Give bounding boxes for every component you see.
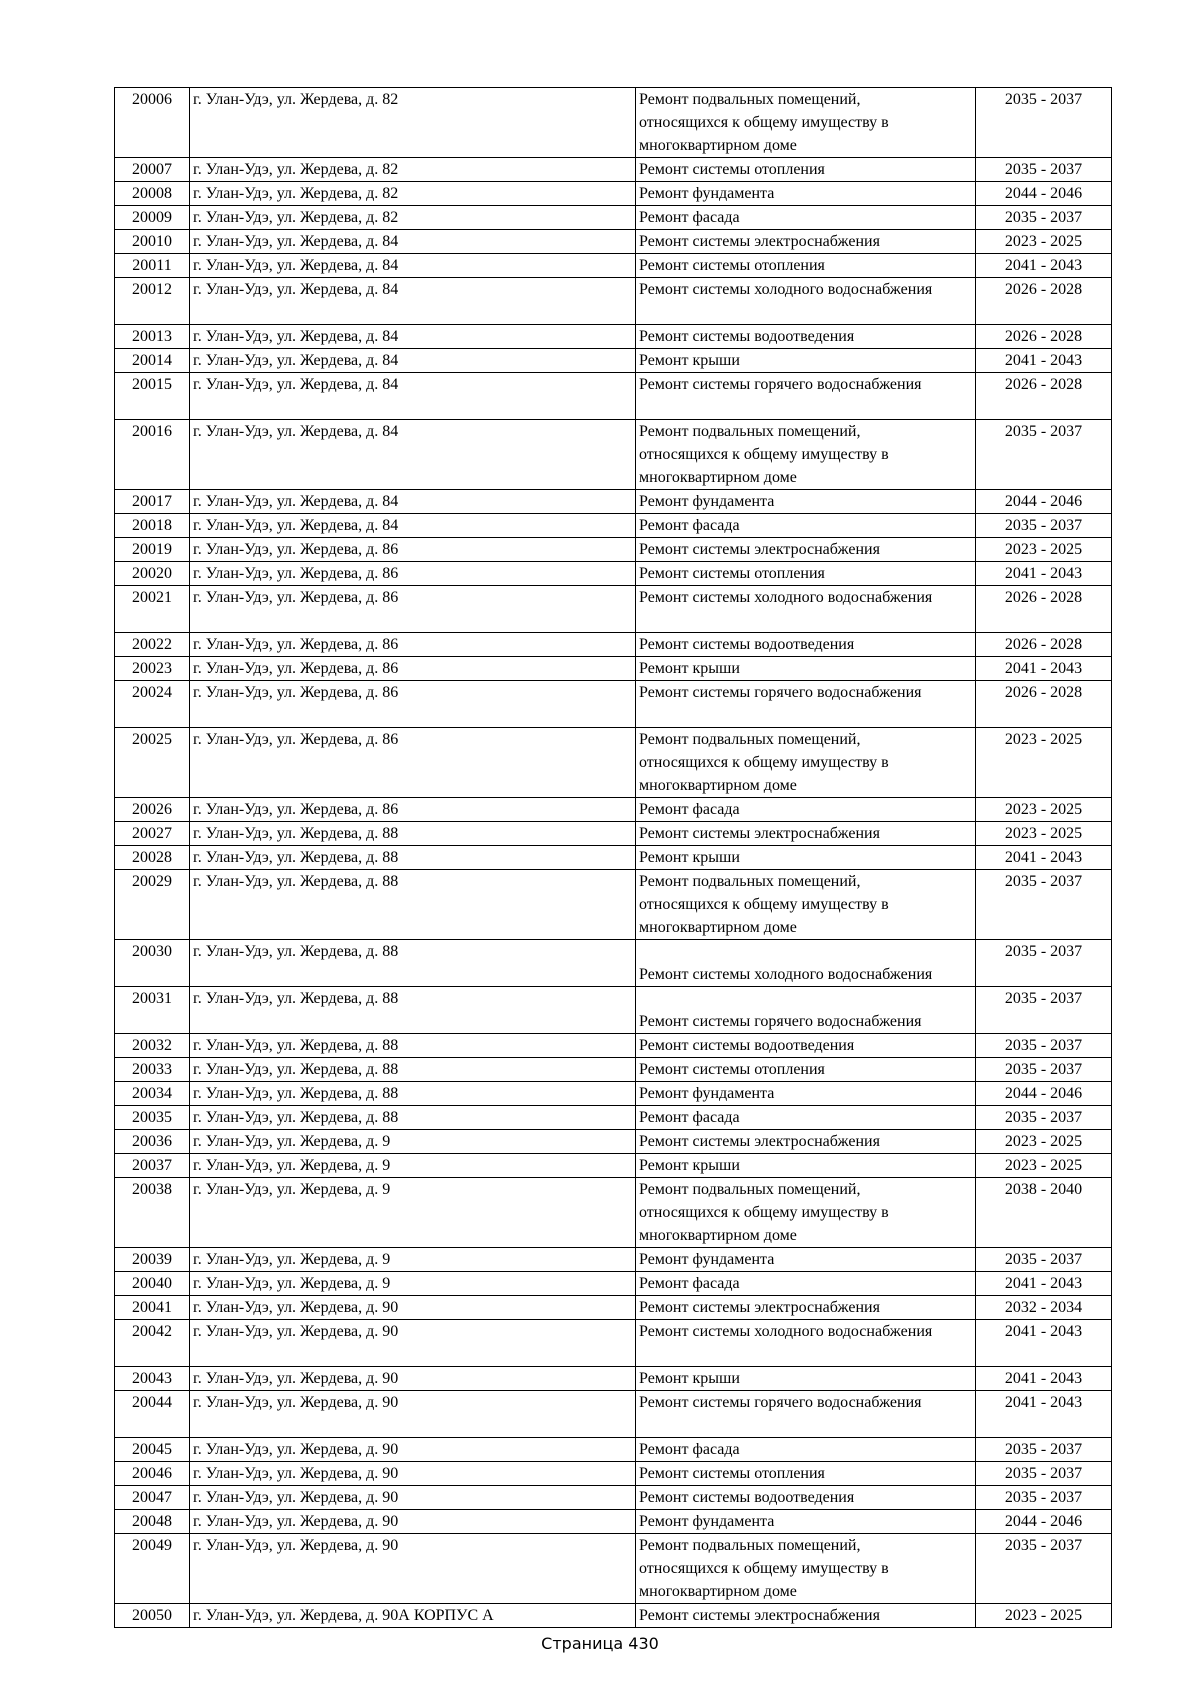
address-cell: г. Улан-Удэ, ул. Жердева, д. 86 [190, 538, 636, 562]
row-number-cell: 20025 [115, 728, 190, 798]
row-number-cell: 20018 [115, 514, 190, 538]
row-number-cell: 20008 [115, 182, 190, 206]
work-type-cell: Ремонт подвальных помещений, относящихся к общему имуществу в многоквартирном доме [636, 1534, 976, 1604]
table-body [115, 88, 1112, 1628]
row-number-cell: 20041 [115, 1296, 190, 1320]
period-cell: 2041 - 2043 [976, 562, 1112, 586]
table-row [115, 1367, 1112, 1391]
row-number-cell: 20035 [115, 1106, 190, 1130]
table-row [115, 1438, 1112, 1462]
row-number-cell: 20039 [115, 1248, 190, 1272]
table-row [115, 1106, 1112, 1130]
page-number: Страница 430 [541, 1634, 659, 1653]
table-row [115, 681, 1112, 728]
work-type-cell: Ремонт крыши [636, 846, 976, 870]
address-cell: г. Улан-Удэ, ул. Жердева, д. 9 [190, 1154, 636, 1178]
table-row [115, 1462, 1112, 1486]
table-row [115, 182, 1112, 206]
period-cell: 2026 - 2028 [976, 633, 1112, 657]
row-number-cell: 20033 [115, 1058, 190, 1082]
address-cell: г. Улан-Удэ, ул. Жердева, д. 90 [190, 1320, 636, 1367]
address-cell: г. Улан-Удэ, ул. Жердева, д. 90А КОРПУС А [190, 1604, 636, 1628]
work-type-cell: Ремонт подвальных помещений, относящихся к общему имуществу в многоквартирном доме [636, 88, 976, 158]
address-cell: г. Улан-Удэ, ул. Жердева, д. 86 [190, 633, 636, 657]
period-cell: 2026 - 2028 [976, 373, 1112, 420]
address-cell: г. Улан-Удэ, ул. Жердева, д. 90 [190, 1367, 636, 1391]
row-number-cell: 20014 [115, 349, 190, 373]
work-type-cell: Ремонт фасада [636, 1272, 976, 1296]
row-number-cell: 20021 [115, 586, 190, 633]
address-cell: г. Улан-Удэ, ул. Жердева, д. 86 [190, 657, 636, 681]
table-row [115, 987, 1112, 1034]
row-number-cell: 20037 [115, 1154, 190, 1178]
address-cell: г. Улан-Удэ, ул. Жердева, д. 84 [190, 373, 636, 420]
row-number-cell: 20044 [115, 1391, 190, 1438]
address-cell: г. Улан-Удэ, ул. Жердева, д. 9 [190, 1248, 636, 1272]
work-type-cell: Ремонт фундамента [636, 182, 976, 206]
work-type-cell: Ремонт системы электроснабжения [636, 1130, 976, 1154]
repair-schedule-table [114, 87, 1112, 1628]
period-cell: 2023 - 2025 [976, 1604, 1112, 1628]
row-number-cell: 20045 [115, 1438, 190, 1462]
work-type-cell: Ремонт фундамента [636, 490, 976, 514]
period-cell: 2035 - 2037 [976, 1034, 1112, 1058]
address-cell: г. Улан-Удэ, ул. Жердева, д. 88 [190, 870, 636, 940]
period-cell: 2035 - 2037 [976, 206, 1112, 230]
table-row [115, 88, 1112, 158]
address-cell: г. Улан-Удэ, ул. Жердева, д. 88 [190, 987, 636, 1034]
table-row [115, 822, 1112, 846]
row-number-cell: 20012 [115, 278, 190, 325]
period-cell: 2044 - 2046 [976, 1510, 1112, 1534]
work-type-cell: Ремонт фасада [636, 798, 976, 822]
address-cell: г. Улан-Удэ, ул. Жердева, д. 88 [190, 846, 636, 870]
table-row [115, 373, 1112, 420]
table-row [115, 254, 1112, 278]
work-type-cell: Ремонт крыши [636, 1154, 976, 1178]
row-number-cell: 20030 [115, 940, 190, 987]
address-cell: г. Улан-Удэ, ул. Жердева, д. 90 [190, 1391, 636, 1438]
work-type-cell: Ремонт системы водоотведения [636, 325, 976, 349]
period-cell: 2023 - 2025 [976, 728, 1112, 798]
table-row [115, 158, 1112, 182]
address-cell: г. Улан-Удэ, ул. Жердева, д. 86 [190, 728, 636, 798]
row-number-cell: 20031 [115, 987, 190, 1034]
row-number-cell: 20022 [115, 633, 190, 657]
work-type-cell: Ремонт системы горячего водоснабжения [636, 1391, 976, 1438]
work-type-cell: Ремонт подвальных помещений, относящихся к общему имуществу в многоквартирном доме [636, 420, 976, 490]
row-number-cell: 20046 [115, 1462, 190, 1486]
period-cell: 2038 - 2040 [976, 1178, 1112, 1248]
row-number-cell: 20013 [115, 325, 190, 349]
period-cell: 2032 - 2034 [976, 1296, 1112, 1320]
period-cell: 2035 - 2037 [976, 1058, 1112, 1082]
address-cell: г. Улан-Удэ, ул. Жердева, д. 84 [190, 490, 636, 514]
table-row [115, 1058, 1112, 1082]
row-number-cell: 20016 [115, 420, 190, 490]
work-type-cell: Ремонт системы электроснабжения [636, 230, 976, 254]
table-row [115, 940, 1112, 987]
row-number-cell: 20049 [115, 1534, 190, 1604]
period-cell: 2026 - 2028 [976, 681, 1112, 728]
address-cell: г. Улан-Удэ, ул. Жердева, д. 86 [190, 798, 636, 822]
table-row [115, 1248, 1112, 1272]
address-cell: г. Улан-Удэ, ул. Жердева, д. 88 [190, 1082, 636, 1106]
work-type-cell: Ремонт системы электроснабжения [636, 1604, 976, 1628]
row-number-cell: 20038 [115, 1178, 190, 1248]
row-number-cell: 20024 [115, 681, 190, 728]
address-cell: г. Улан-Удэ, ул. Жердева, д. 90 [190, 1486, 636, 1510]
period-cell: 2044 - 2046 [976, 490, 1112, 514]
work-type-cell: Ремонт подвальных помещений, относящихся к общему имуществу в многоквартирном доме [636, 728, 976, 798]
period-cell: 2035 - 2037 [976, 1248, 1112, 1272]
work-type-cell: Ремонт системы холодного водоснабжения [636, 586, 976, 633]
address-cell: г. Улан-Удэ, ул. Жердева, д. 82 [190, 88, 636, 158]
period-cell: 2035 - 2037 [976, 1462, 1112, 1486]
period-cell: 2035 - 2037 [976, 987, 1112, 1034]
address-cell: г. Улан-Удэ, ул. Жердева, д. 84 [190, 349, 636, 373]
period-cell: 2041 - 2043 [976, 1272, 1112, 1296]
table-row [115, 1320, 1112, 1367]
table-row [115, 278, 1112, 325]
row-number-cell: 20048 [115, 1510, 190, 1534]
table-row [115, 1486, 1112, 1510]
period-cell: 2023 - 2025 [976, 1154, 1112, 1178]
work-type-cell: Ремонт системы горячего водоснабжения [636, 373, 976, 420]
address-cell: г. Улан-Удэ, ул. Жердева, д. 88 [190, 1106, 636, 1130]
work-type-cell: Ремонт крыши [636, 349, 976, 373]
table-row [115, 1154, 1112, 1178]
row-number-cell: 20028 [115, 846, 190, 870]
period-cell: 2023 - 2025 [976, 822, 1112, 846]
table-row [115, 1296, 1112, 1320]
table-row [115, 325, 1112, 349]
row-number-cell: 20047 [115, 1486, 190, 1510]
row-number-cell: 20043 [115, 1367, 190, 1391]
row-number-cell: 20020 [115, 562, 190, 586]
table-row [115, 420, 1112, 490]
work-type-cell: Ремонт системы водоотведения [636, 1486, 976, 1510]
table-row [115, 514, 1112, 538]
address-cell: г. Улан-Удэ, ул. Жердева, д. 90 [190, 1462, 636, 1486]
work-type-cell: Ремонт фасада [636, 514, 976, 538]
work-type-cell: Ремонт подвальных помещений, относящихся к общему имуществу в многоквартирном доме [636, 1178, 976, 1248]
table-row [115, 562, 1112, 586]
address-cell: г. Улан-Удэ, ул. Жердева, д. 90 [190, 1296, 636, 1320]
row-number-cell: 20036 [115, 1130, 190, 1154]
work-type-cell: Ремонт системы электроснабжения [636, 822, 976, 846]
address-cell: г. Улан-Удэ, ул. Жердева, д. 84 [190, 325, 636, 349]
address-cell: г. Улан-Удэ, ул. Жердева, д. 84 [190, 420, 636, 490]
work-type-cell: Ремонт фасада [636, 206, 976, 230]
period-cell: 2041 - 2043 [976, 1320, 1112, 1367]
row-number-cell: 20027 [115, 822, 190, 846]
table-row [115, 657, 1112, 681]
address-cell: г. Улан-Удэ, ул. Жердева, д. 90 [190, 1534, 636, 1604]
work-type-cell: Ремонт системы холодного водоснабжения [636, 940, 976, 987]
work-type-cell: Ремонт крыши [636, 1367, 976, 1391]
table-row [115, 586, 1112, 633]
row-number-cell: 20042 [115, 1320, 190, 1367]
period-cell: 2026 - 2028 [976, 278, 1112, 325]
period-cell: 2035 - 2037 [976, 870, 1112, 940]
table-row [115, 1604, 1112, 1628]
period-cell: 2041 - 2043 [976, 1391, 1112, 1438]
address-cell: г. Улан-Удэ, ул. Жердева, д. 86 [190, 586, 636, 633]
row-number-cell: 20029 [115, 870, 190, 940]
row-number-cell: 20009 [115, 206, 190, 230]
period-cell: 2044 - 2046 [976, 182, 1112, 206]
address-cell: г. Улан-Удэ, ул. Жердева, д. 84 [190, 278, 636, 325]
work-type-cell: Ремонт системы отопления [636, 1462, 976, 1486]
table-row [115, 490, 1112, 514]
row-number-cell: 20017 [115, 490, 190, 514]
period-cell: 2023 - 2025 [976, 798, 1112, 822]
address-cell: г. Улан-Удэ, ул. Жердева, д. 9 [190, 1272, 636, 1296]
work-type-cell: Ремонт фундамента [636, 1248, 976, 1272]
table-row [115, 1534, 1112, 1604]
row-number-cell: 20011 [115, 254, 190, 278]
work-type-cell: Ремонт системы отопления [636, 562, 976, 586]
period-cell: 2026 - 2028 [976, 586, 1112, 633]
address-cell: г. Улан-Удэ, ул. Жердева, д. 84 [190, 230, 636, 254]
table-row [115, 349, 1112, 373]
work-type-cell: Ремонт системы горячего водоснабжения [636, 681, 976, 728]
row-number-cell: 20023 [115, 657, 190, 681]
work-type-cell: Ремонт фасада [636, 1438, 976, 1462]
table-row [115, 1082, 1112, 1106]
address-cell: г. Улан-Удэ, ул. Жердева, д. 9 [190, 1130, 636, 1154]
table-row [115, 1391, 1112, 1438]
row-number-cell: 20040 [115, 1272, 190, 1296]
period-cell: 2023 - 2025 [976, 538, 1112, 562]
work-type-cell: Ремонт системы электроснабжения [636, 538, 976, 562]
work-type-cell: Ремонт системы водоотведения [636, 1034, 976, 1058]
period-cell: 2041 - 2043 [976, 846, 1112, 870]
table-row [115, 1178, 1112, 1248]
period-cell: 2035 - 2037 [976, 1106, 1112, 1130]
table-row [115, 1130, 1112, 1154]
period-cell: 2035 - 2037 [976, 88, 1112, 158]
table-row [115, 1510, 1112, 1534]
table-row [115, 633, 1112, 657]
table-row [115, 1272, 1112, 1296]
row-number-cell: 20050 [115, 1604, 190, 1628]
address-cell: г. Улан-Удэ, ул. Жердева, д. 82 [190, 206, 636, 230]
work-type-cell: Ремонт системы отопления [636, 1058, 976, 1082]
period-cell: 2023 - 2025 [976, 1130, 1112, 1154]
address-cell: г. Улан-Удэ, ул. Жердева, д. 82 [190, 158, 636, 182]
period-cell: 2035 - 2037 [976, 1486, 1112, 1510]
row-number-cell: 20015 [115, 373, 190, 420]
period-cell: 2035 - 2037 [976, 1534, 1112, 1604]
table-row [115, 1034, 1112, 1058]
address-cell: г. Улан-Удэ, ул. Жердева, д. 84 [190, 254, 636, 278]
period-cell: 2041 - 2043 [976, 254, 1112, 278]
period-cell: 2044 - 2046 [976, 1082, 1112, 1106]
address-cell: г. Улан-Удэ, ул. Жердева, д. 90 [190, 1510, 636, 1534]
row-number-cell: 20019 [115, 538, 190, 562]
address-cell: г. Улан-Удэ, ул. Жердева, д. 84 [190, 514, 636, 538]
table-row [115, 206, 1112, 230]
table-row [115, 870, 1112, 940]
address-cell: г. Улан-Удэ, ул. Жердева, д. 88 [190, 940, 636, 987]
work-type-cell: Ремонт системы электроснабжения [636, 1296, 976, 1320]
address-cell: г. Улан-Удэ, ул. Жердева, д. 90 [190, 1438, 636, 1462]
period-cell: 2035 - 2037 [976, 420, 1112, 490]
row-number-cell: 20007 [115, 158, 190, 182]
work-type-cell: Ремонт системы горячего водоснабжения [636, 987, 976, 1034]
work-type-cell: Ремонт подвальных помещений, относящихся к общему имуществу в многоквартирном доме [636, 870, 976, 940]
period-cell: 2035 - 2037 [976, 1438, 1112, 1462]
period-cell: 2023 - 2025 [976, 230, 1112, 254]
table-row [115, 846, 1112, 870]
address-cell: г. Улан-Удэ, ул. Жердева, д. 88 [190, 822, 636, 846]
table-row [115, 538, 1112, 562]
row-number-cell: 20026 [115, 798, 190, 822]
period-cell: 2035 - 2037 [976, 158, 1112, 182]
address-cell: г. Улан-Удэ, ул. Жердева, д. 88 [190, 1058, 636, 1082]
work-type-cell: Ремонт фасада [636, 1106, 976, 1130]
address-cell: г. Улан-Удэ, ул. Жердева, д. 9 [190, 1178, 636, 1248]
period-cell: 2026 - 2028 [976, 325, 1112, 349]
address-cell: г. Улан-Удэ, ул. Жердева, д. 82 [190, 182, 636, 206]
period-cell: 2035 - 2037 [976, 940, 1112, 987]
period-cell: 2041 - 2043 [976, 349, 1112, 373]
row-number-cell: 20010 [115, 230, 190, 254]
work-type-cell: Ремонт системы отопления [636, 254, 976, 278]
address-cell: г. Улан-Удэ, ул. Жердева, д. 86 [190, 681, 636, 728]
table-row [115, 728, 1112, 798]
period-cell: 2041 - 2043 [976, 657, 1112, 681]
work-type-cell: Ремонт системы отопления [636, 158, 976, 182]
row-number-cell: 20034 [115, 1082, 190, 1106]
address-cell: г. Улан-Удэ, ул. Жердева, д. 88 [190, 1034, 636, 1058]
work-type-cell: Ремонт системы холодного водоснабжения [636, 1320, 976, 1367]
row-number-cell: 20006 [115, 88, 190, 158]
work-type-cell: Ремонт крыши [636, 657, 976, 681]
table-row [115, 798, 1112, 822]
work-type-cell: Ремонт фундамента [636, 1510, 976, 1534]
work-type-cell: Ремонт системы водоотведения [636, 633, 976, 657]
period-cell: 2035 - 2037 [976, 514, 1112, 538]
address-cell: г. Улан-Удэ, ул. Жердева, д. 86 [190, 562, 636, 586]
work-type-cell: Ремонт фундамента [636, 1082, 976, 1106]
period-cell: 2041 - 2043 [976, 1367, 1112, 1391]
table-row [115, 230, 1112, 254]
work-type-cell: Ремонт системы холодного водоснабжения [636, 278, 976, 325]
row-number-cell: 20032 [115, 1034, 190, 1058]
